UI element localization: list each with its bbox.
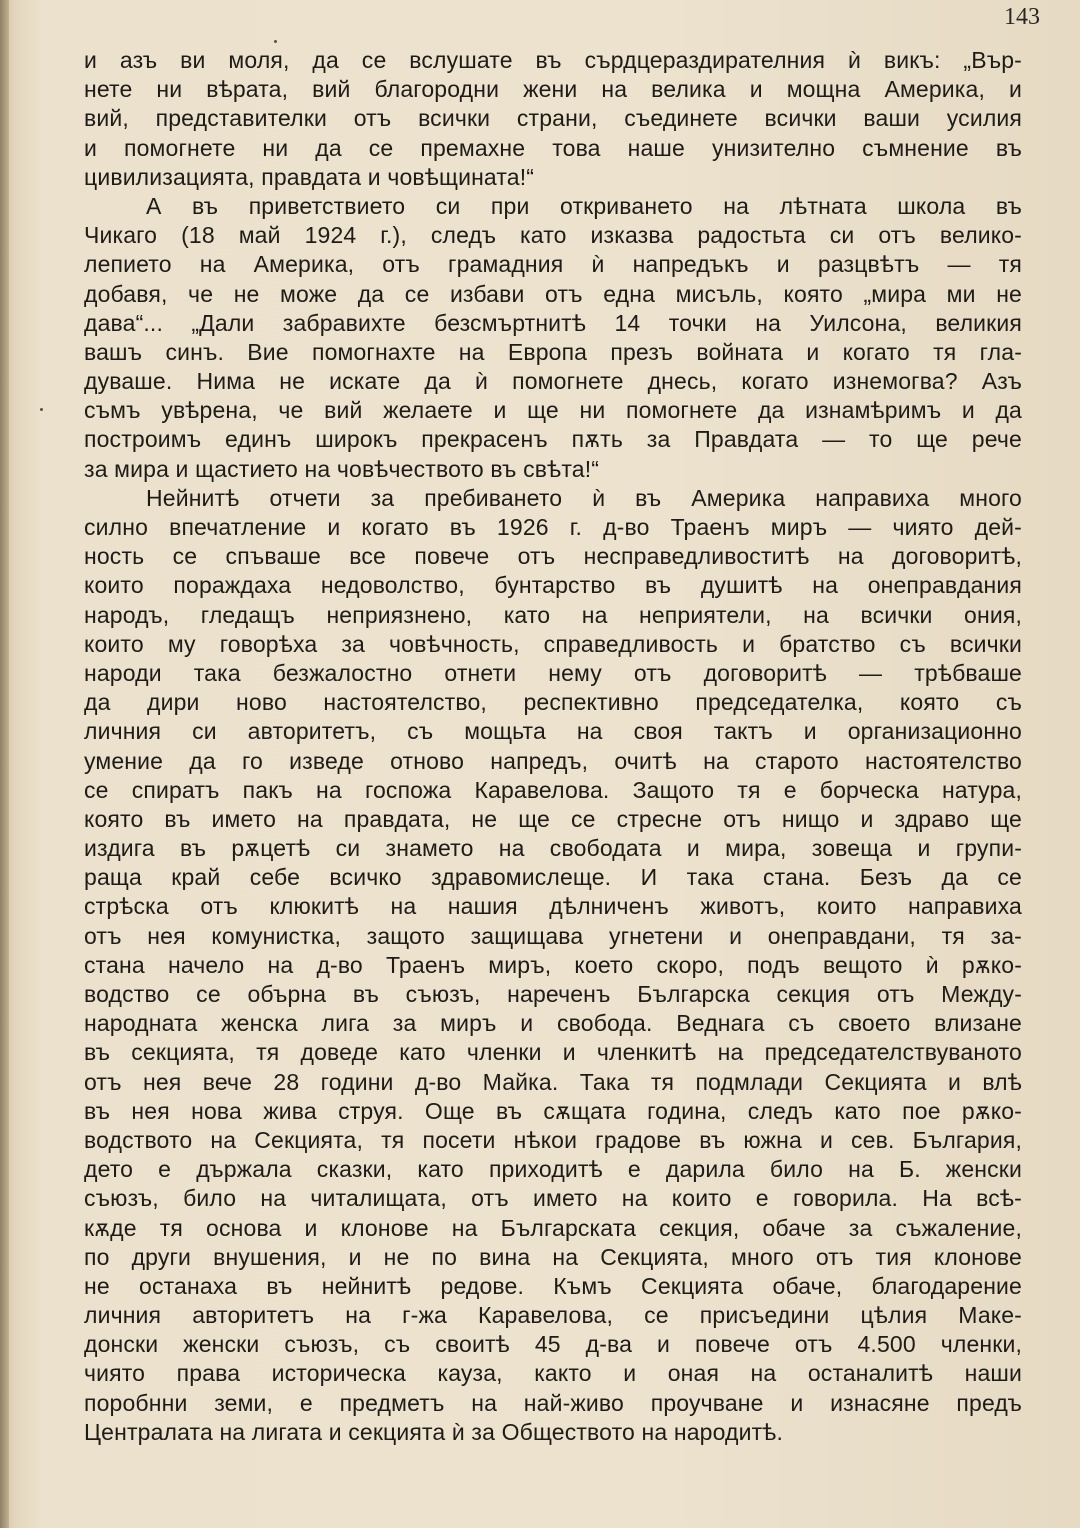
text-line: която въ името на правдата, не ще се стресне отъ нищо и здраво ще (84, 805, 1022, 832)
text-line: за мира и щастието на човѣчеството въ свѣта!“ (84, 455, 600, 482)
text-line: нете ни вѣрата, вий благородни жени на велика и мощна Америка, и (84, 76, 1022, 103)
page-number: 143 (1004, 4, 1040, 30)
text-line: въ секцията, тя доведе като членки и членкитѣ на председателствуваното (84, 1039, 1022, 1066)
text-line: стана начело на д-во Траенъ миръ, което скоро, подъ вещото ѝ рѫко- (84, 951, 1022, 978)
text-line: водство се обърна въ съюзъ, нареченъ Българска секция отъ Между- (84, 981, 1022, 1007)
text-line: отъ нея комунистка, защото защищава угнетени и онеправдани, тя за- (84, 922, 1022, 949)
paragraph (84, 484, 1022, 1447)
paragraph (84, 192, 1022, 484)
text-line: народи така безжалостно отнети нему отъ договоритѣ — трѣбваше (84, 659, 1022, 686)
text-line: лепието на Америка, отъ грамадния ѝ напредъкъ и разцвѣтъ — тя (84, 251, 1022, 278)
text-line: цивилизацията, правдата и човѣщината!“ (84, 163, 535, 190)
ink-speck (40, 408, 43, 411)
text-line: дуваше. Нима не искате да ѝ помогнете днесь, когато изнемогва? Азъ (84, 368, 1022, 395)
text-line: водството на Секцията, тя посети нѣкои градове въ южна и сев. България, (84, 1126, 1022, 1153)
text-line: А въ приветствието си при откриването на лѣтната школа въ (146, 192, 1022, 219)
text-line: ность се спъваше все повече отъ несправедливоститѣ на договоритѣ, (84, 543, 1022, 570)
text-line: и помогнете ни да се премахне това наше унизително съмнение въ (84, 134, 1022, 161)
text-line: да дири ново настоятелство, респективно председателка, която съ (84, 689, 1022, 716)
book-spine-edge (0, 0, 9, 1528)
text-line: построимъ единъ широкъ прекрасенъ пѫть за Правдата — то ще рече (84, 426, 1022, 453)
text-line: отъ нея вече 28 години д-во Майка. Така тя подмлади Секцията и влѣ (84, 1068, 1022, 1095)
text-line: Чикаго (18 май 1924 г.), следъ като изказва радостьта си отъ велико- (84, 222, 1022, 249)
text-line: които му говорѣха за човѣчность, справедливость и братство съ всички (84, 630, 1022, 657)
text-line: умение да го изведе отново напредъ, очитѣ на старото настоятелство (84, 747, 1022, 774)
text-line: поробнни земи, е предметъ на най-живо проучване и изнасяне предъ (84, 1389, 1022, 1416)
text-line: добавя, че не може да се избави отъ една мисъль, която „мира ми не (84, 280, 1022, 307)
text-line: не останаха въ нейнитѣ редове. Къмъ Секцията обаче, благодарение (84, 1272, 1022, 1299)
text-line: съмъ увѣрена, че вий желаете и ще ни помогнете да изнамѣримъ и да (84, 397, 1022, 424)
body-text (84, 46, 1022, 1447)
text-line: личния си авторитетъ, съ мощьта на своя тактъ и организационно (84, 718, 1022, 745)
text-line: въ нея нова жива струя. Още въ сѫщата година, следъ като пое рѫко- (84, 1097, 1022, 1124)
text-line: по други внушения, и не по вина на Секцията, много отъ тия клонове (84, 1243, 1022, 1270)
paragraph (84, 46, 1022, 192)
text-line: вий, представителки отъ всички страни, съединете всички ваши усилия (84, 105, 1022, 132)
text-line: дето е държала сказки, като приходитѣ е дарила било на Б. женски (84, 1156, 1022, 1183)
text-line: се спиратъ пакъ на госпожа Каравелова. Защото тя е борческа натура, (84, 776, 1022, 803)
text-line: народната женска лига за миръ и свобода. Веднага съ своето влизане (84, 1010, 1022, 1037)
text-line: Нейнитѣ отчети за пребиването ѝ въ Америка направиха много (146, 484, 1022, 511)
text-line: стрѣска отъ клюкитѣ на нашия дѣлниченъ животъ, които направиха (84, 893, 1022, 920)
ink-speck (274, 40, 277, 43)
text-line: силно впечатление и когато въ 1926 г. д-во Траенъ миръ — чиято дей- (84, 514, 1022, 540)
text-line: издига въ рѫцетѣ си знамето на свободата и мира, зовеща и групи- (84, 835, 1022, 862)
text-line: личния авторитетъ на г-жа Каравелова, се присъедини цѣлия Маке- (84, 1302, 1022, 1329)
text-line: донски женски съюзъ, съ своитѣ 45 д-ва и повече отъ 4.500 членки, (84, 1331, 1022, 1358)
text-line: Централата на лигата и секцията ѝ за Обществото на народитѣ. (84, 1418, 784, 1445)
text-line: съюзъ, било на читалищата, отъ името на които е говорила. На всѣ- (84, 1185, 1022, 1212)
text-line: дава“... „Дали забравихте безсмъртнитѣ 14 точки на Уилсона, великия (84, 309, 1022, 336)
text-line: раща край себе всичко здравомислеще. И така стана. Безъ да се (84, 864, 1022, 891)
text-line: и азъ ви моля, да се вслушате въ сърдцераздирателния ѝ викъ: „Вър- (84, 47, 1022, 73)
text-line: които пораждаха недоволство, бунтарство въ душитѣ на онеправдания (84, 572, 1022, 599)
text-line: вашъ синъ. Вие помогнахте на Европа презъ войната и когато тя гла- (84, 338, 1022, 365)
text-line: чиято права историческа кауза, както и оная на останалитѣ наши (84, 1360, 1022, 1387)
text-line: народъ, гледащъ неприязнено, като на неприятели, на всички ония, (84, 601, 1022, 628)
text-line: кѫде тя основа и клонове на Българската секция, обаче за съжаление, (84, 1214, 1022, 1241)
